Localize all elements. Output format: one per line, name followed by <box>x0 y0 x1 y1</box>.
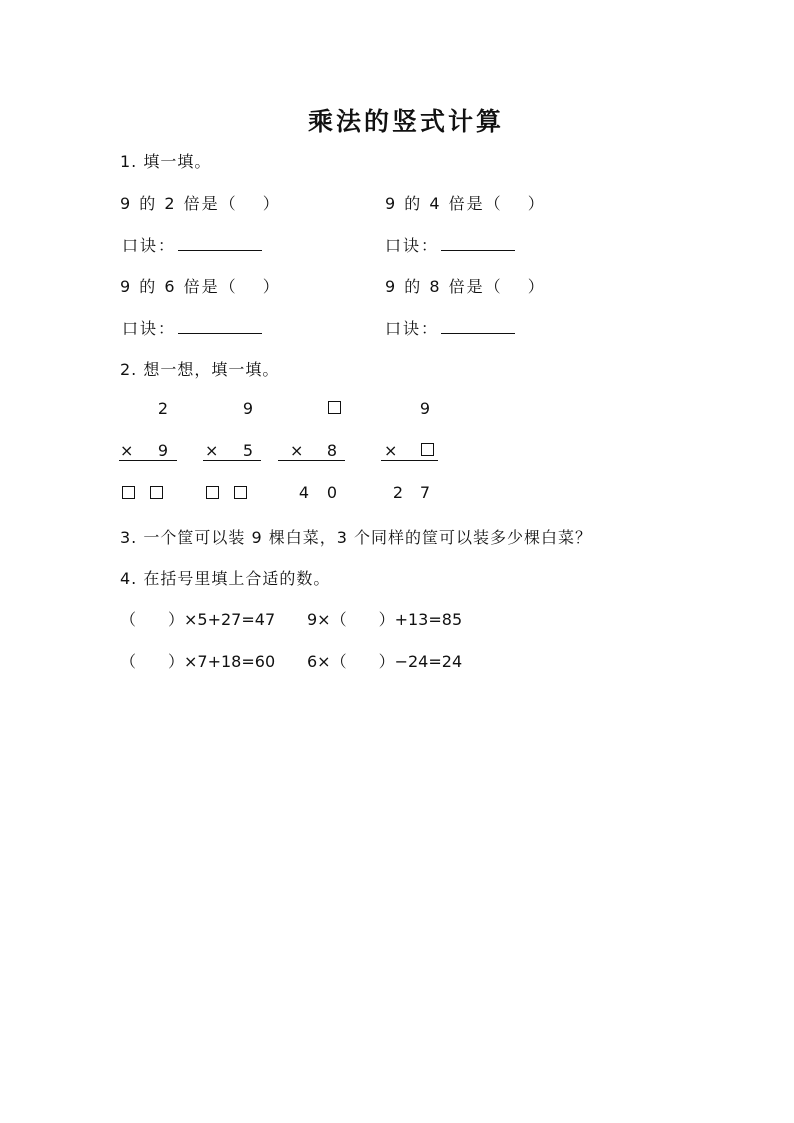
q1-rhyme-3-blank[interactable] <box>178 317 262 334</box>
q4-equation-1: （ ）×5+27=47 <box>120 610 276 629</box>
q1-rhyme-4-label: 口诀： <box>385 319 440 338</box>
q2-p1-top: 2 <box>157 399 168 418</box>
q2-p1-line <box>119 460 177 461</box>
q1-rhyme-1-blank[interactable] <box>178 234 262 251</box>
q2-p1-op: × <box>120 441 134 460</box>
q2-p4-op: × <box>384 441 398 460</box>
q2-p2-top: 9 <box>242 399 253 418</box>
q1-item-4: 9 的 8 倍是（ ） <box>385 277 546 296</box>
q2-p3-mult: 8 <box>326 441 337 460</box>
q2-p3-line <box>278 460 345 461</box>
q1-item-3: 9 的 6 倍是（ ） <box>120 277 281 296</box>
q1-rhyme-4 <box>385 316 515 339</box>
q2-p1-res2-box[interactable] <box>150 486 163 499</box>
q2-p3-top-box[interactable] <box>328 401 341 414</box>
q1-rhyme-3-label: 口诀： <box>122 319 177 338</box>
q2-p3-res1: 4 <box>298 483 309 502</box>
q4-heading: 4. 在括号里填上合适的数。 <box>120 569 331 588</box>
q2-p4-top: 9 <box>419 399 430 418</box>
q2-p3-res2: 0 <box>326 483 337 502</box>
q1-rhyme-2 <box>385 233 515 256</box>
q1-item-1: 9 的 2 倍是（ ） <box>120 194 281 213</box>
q2-p2-res1-box[interactable] <box>206 486 219 499</box>
q2-p2-line <box>203 460 261 461</box>
q2-heading: 2. 想一想，填一填。 <box>120 360 280 379</box>
q2-p2-op: × <box>205 441 219 460</box>
q1-rhyme-3 <box>122 316 262 339</box>
q1-heading: 1. 填一填。 <box>120 152 212 171</box>
q2-p1-res1-box[interactable] <box>122 486 135 499</box>
q1-rhyme-1-label: 口诀： <box>122 236 177 255</box>
q2-p4-line <box>381 460 438 461</box>
q2-p3-op: × <box>290 441 304 460</box>
q2-p1-mult: 9 <box>157 441 168 460</box>
q2-p4-mult-box[interactable] <box>421 443 434 456</box>
q2-p4-res2: 7 <box>419 483 430 502</box>
page-title: 乘法的竖式计算 <box>307 107 504 136</box>
q2-p2-mult: 5 <box>242 441 253 460</box>
q4-equation-3: （ ）×7+18=60 <box>120 652 276 671</box>
q1-rhyme-1 <box>122 233 262 256</box>
q2-p4-res1: 2 <box>392 483 403 502</box>
q2-p2-res2-box[interactable] <box>234 486 247 499</box>
q4-equation-4: 6×（ ）−24=24 <box>307 652 463 671</box>
q1-rhyme-2-blank[interactable] <box>441 234 515 251</box>
q4-equation-2: 9×（ ）+13=85 <box>307 610 463 629</box>
q1-item-2: 9 的 4 倍是（ ） <box>385 194 546 213</box>
q1-rhyme-2-label: 口诀： <box>385 236 440 255</box>
q3-heading: 3. 一个筐可以装 9 棵白菜，3 个同样的筐可以装多少棵白菜？ <box>120 528 592 547</box>
q1-rhyme-4-blank[interactable] <box>441 317 515 334</box>
